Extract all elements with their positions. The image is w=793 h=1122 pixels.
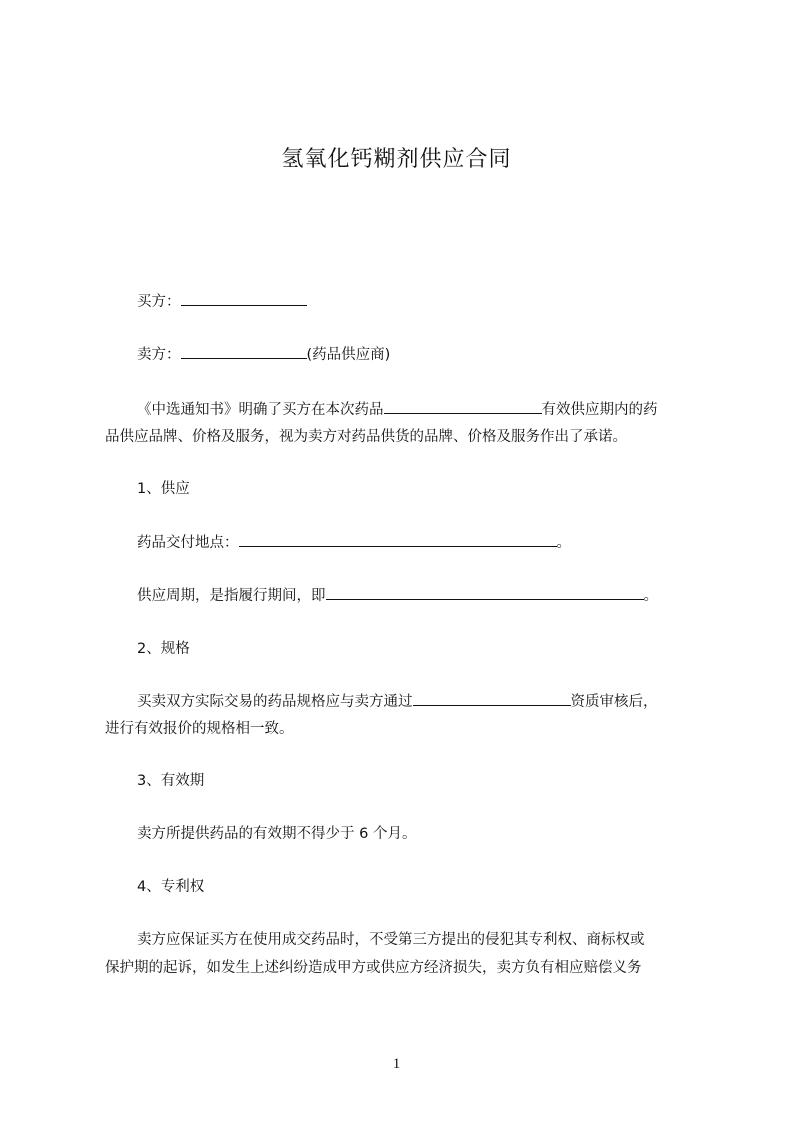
intro-text-1: 《中选通知书》明确了买方在本次药品 — [137, 402, 384, 418]
spec-blank — [413, 691, 571, 706]
delivery-label: 药品交付地点： — [137, 535, 239, 551]
validity-text: 卖方所提供药品的有效期不得少于 6 个月。 — [137, 826, 417, 842]
patent-line-1: 卖方应保证买方在使用成交药品时，不受第三方提出的侵犯其专利权、商标权或 — [137, 932, 645, 948]
buyer-label: 买方： — [137, 294, 181, 310]
page-number: 1 — [392, 1056, 401, 1072]
drug-blank — [384, 399, 542, 414]
spec-line-1 — [137, 691, 697, 712]
section-4-heading: 4、专利权 — [137, 879, 205, 895]
buyer-blank — [181, 291, 307, 306]
seller-line — [137, 344, 697, 365]
intro-line-1 — [137, 399, 697, 420]
patent-line-2: 保护期的起诉，如发生上述纠纷造成甲方或供应方经济损失，卖方负有相应赔偿义务 — [105, 960, 642, 976]
spec-text-1: 买卖双方实际交易的药品规格应与卖方通过 — [137, 694, 413, 710]
period-label: 供应周期，是指履行期间，即 — [137, 588, 326, 604]
period-blank — [326, 585, 644, 600]
document-title: 氢氧化钙糊剂供应合同 — [281, 147, 512, 172]
section-1-heading: 1、供应 — [137, 481, 190, 497]
seller-suffix: (药品供应商) — [306, 347, 391, 363]
delivery-line — [137, 532, 697, 553]
delivery-end: 。 — [556, 535, 571, 551]
seller-label: 卖方： — [137, 347, 181, 363]
section-2-heading: 2、规格 — [137, 641, 190, 657]
period-line — [137, 585, 697, 606]
period-end: 。 — [643, 588, 658, 604]
spec-line-2: 进行有效报价的规格相一致。 — [105, 721, 294, 737]
delivery-blank — [239, 532, 557, 547]
intro-text-2: 有效供应期内的药 — [541, 402, 658, 418]
intro-line-2: 品供应品牌、价格及服务，视为卖方对药品供货的品牌、价格及服务作出了承诺。 — [105, 429, 627, 445]
spec-text-2: 资质审核后， — [570, 694, 658, 710]
seller-blank — [181, 344, 307, 359]
buyer-line — [137, 291, 697, 312]
section-3-heading: 3、有效期 — [137, 773, 205, 789]
